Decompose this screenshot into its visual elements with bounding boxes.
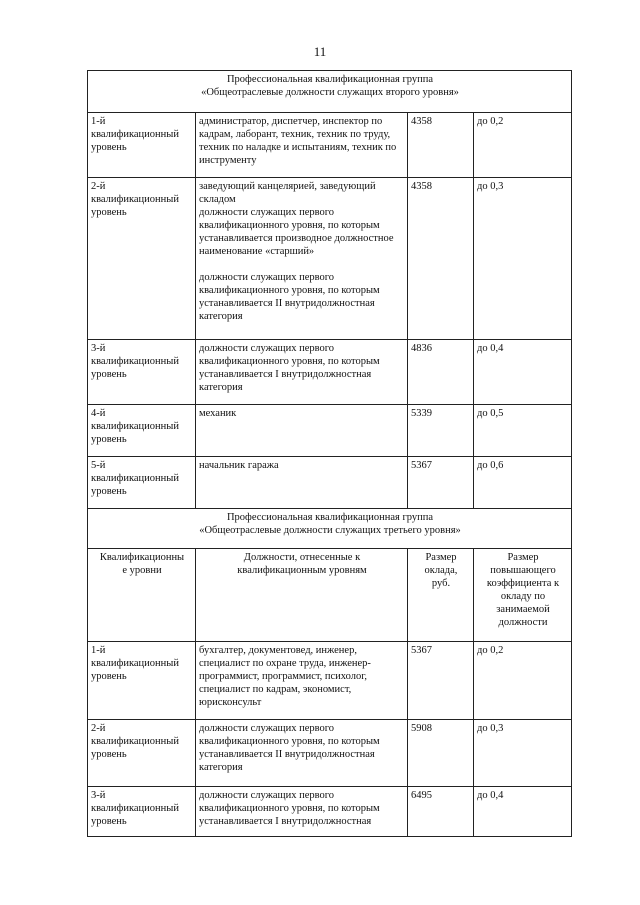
salary-cell: 6495: [408, 787, 474, 837]
salary-cell: 4358: [408, 113, 474, 178]
group3-section: [88, 509, 572, 837]
positions-cell: должности служащих первого квалификационного уровня, по которым устанавливается I внутридолжностная категория: [196, 340, 408, 405]
coef-cell: до 0,2: [474, 642, 572, 720]
coef-cell: до 0,2: [474, 113, 572, 178]
positions-cell: бухгалтер, документовед, инженер, специалист по охране труда, инженер-программист, программист, психолог, специалист по кадрам, экономист, юрисконсульт: [196, 642, 408, 720]
table-row: [88, 720, 572, 787]
level-cell: 1-й квалификационный уровень: [88, 113, 196, 178]
level-cell: 2-й квалификационный уровень: [88, 178, 196, 340]
page-number: 11: [313, 44, 327, 59]
coef-cell: до 0,5: [474, 405, 572, 457]
header-level: Квалификационны е уровни: [88, 549, 196, 642]
salary-cell: 5908: [408, 720, 474, 787]
coef-cell: до 0,3: [474, 178, 572, 340]
group2-section: [88, 71, 572, 509]
salary-cell: 5367: [408, 642, 474, 720]
table-row: [88, 178, 572, 340]
coef-cell: до 0,4: [474, 340, 572, 405]
table-row: [88, 113, 572, 178]
header-positions: Должности, отнесенные к квалификационным уровням: [196, 549, 408, 642]
coef-cell: до 0,3: [474, 720, 572, 787]
level-cell: 4-й квалификационный уровень: [88, 405, 196, 457]
header-coef: Размер повышающего коэффициента к окладу по занимаемой должности: [474, 549, 572, 642]
coef-cell: до 0,4: [474, 787, 572, 837]
salary-cell: 4358: [408, 178, 474, 340]
positions-cell: механик: [196, 405, 408, 457]
positions-cell: заведующий канцелярией, заведующий складом должности служащих первого квалификационного уровня, по которым устанавливается производное должностное наименование «старший» должности служащих первого квалификационного уровня, по которым устанавливается II внутридолжностная категория: [196, 178, 408, 340]
salary-cell: 4836: [408, 340, 474, 405]
table-row: [88, 340, 572, 405]
coef-cell: до 0,6: [474, 457, 572, 509]
level-cell: 3-й квалификационный уровень: [88, 340, 196, 405]
group3-title: Профессиональная квалификационная группа «Общеотраслевые должности служащих третьего уровня»: [88, 509, 572, 549]
table-row: [88, 642, 572, 720]
table-row: [88, 405, 572, 457]
group2-title: Профессиональная квалификационная группа «Общеотраслевые должности служащих второго уровня»: [88, 71, 572, 113]
header-salary: Размер оклада, руб.: [408, 549, 474, 642]
positions-cell: администратор, диспетчер, инспектор по кадрам, лаборант, техник, техник по труду, техник по наладке и испытаниям, техник по инструменту: [196, 113, 408, 178]
positions-cell: должности служащих первого квалификационного уровня, по которым устанавливается I внутридолжностная: [196, 787, 408, 837]
level-cell: 3-й квалификационный уровень: [88, 787, 196, 837]
level-cell: 5-й квалификационный уровень: [88, 457, 196, 509]
level-cell: 2-й квалификационный уровень: [88, 720, 196, 787]
column-header-row: [88, 549, 572, 642]
table-row: [88, 787, 572, 837]
positions-cell: начальник гаража: [196, 457, 408, 509]
qualification-table: [87, 70, 572, 837]
salary-cell: 5367: [408, 457, 474, 509]
positions-cell: должности служащих первого квалификационного уровня, по которым устанавливается II внутридолжностная категория: [196, 720, 408, 787]
table-row: [88, 457, 572, 509]
level-cell: 1-й квалификационный уровень: [88, 642, 196, 720]
salary-cell: 5339: [408, 405, 474, 457]
